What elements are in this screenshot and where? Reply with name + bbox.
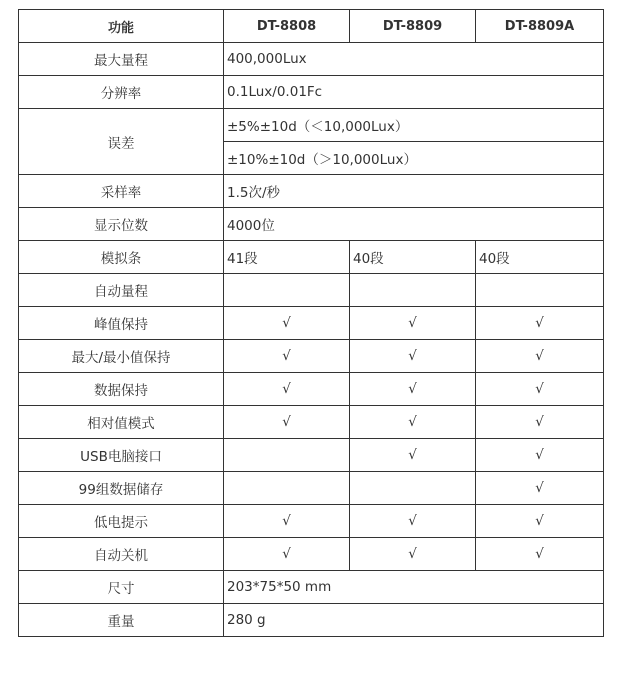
cell-dt-8808: √ (224, 373, 350, 406)
table-row (19, 241, 604, 274)
row-label: 尺寸 (19, 571, 224, 604)
table-row (19, 505, 604, 538)
table-row (19, 340, 604, 373)
table-row (19, 439, 604, 472)
cell-dt-8809a: 40段 (476, 241, 604, 274)
table-row (19, 208, 604, 241)
row-value: 1.5次/秒 (224, 175, 604, 208)
row-label: 相对值模式 (19, 406, 224, 439)
spec-table (18, 9, 604, 637)
cell-dt-8809: √ (350, 340, 476, 373)
header-feature: 功能 (19, 10, 224, 43)
cell-dt-8809a: √ (476, 439, 604, 472)
cell-dt-8809a: √ (476, 472, 604, 505)
cell-dt-8809a: √ (476, 538, 604, 571)
table-row (19, 307, 604, 340)
table-row (19, 76, 604, 109)
cell-dt-8809a: √ (476, 340, 604, 373)
cell-dt-8809 (350, 274, 476, 307)
table-row (19, 274, 604, 307)
row-value: ±10%±10d（＞10,000Lux） (224, 142, 604, 175)
cell-dt-8809: √ (350, 373, 476, 406)
row-value: 280 g (224, 604, 604, 637)
row-label: 峰值保持 (19, 307, 224, 340)
cell-dt-8809: 40段 (350, 241, 476, 274)
cell-dt-8808: 41段 (224, 241, 350, 274)
table-row (19, 571, 604, 604)
cell-dt-8808: √ (224, 406, 350, 439)
cell-dt-8808 (224, 472, 350, 505)
cell-dt-8809: √ (350, 406, 476, 439)
cell-dt-8808: √ (224, 505, 350, 538)
cell-dt-8809a (476, 274, 604, 307)
cell-dt-8808: √ (224, 340, 350, 373)
row-label: 最大量程 (19, 43, 224, 76)
table-row (19, 175, 604, 208)
row-value: 203*75*50 mm (224, 571, 604, 604)
row-label: 低电提示 (19, 505, 224, 538)
row-value: 400,000Lux (224, 43, 604, 76)
row-label: 模拟条 (19, 241, 224, 274)
header-dt-8809: DT-8809 (350, 10, 476, 43)
cell-dt-8808: √ (224, 538, 350, 571)
row-value: 0.1Lux/0.01Fc (224, 76, 604, 109)
table-row (19, 472, 604, 505)
row-label: 99组数据储存 (19, 472, 224, 505)
cell-dt-8808 (224, 439, 350, 472)
row-label: 采样率 (19, 175, 224, 208)
cell-dt-8808 (224, 274, 350, 307)
row-label: 误差 (19, 109, 224, 175)
row-value: ±5%±10d（＜10,000Lux） (224, 109, 604, 142)
row-value: 4000位 (224, 208, 604, 241)
cell-dt-8809: √ (350, 439, 476, 472)
cell-dt-8809a: √ (476, 406, 604, 439)
table-row (19, 538, 604, 571)
table-row (19, 604, 604, 637)
row-label: 数据保持 (19, 373, 224, 406)
cell-dt-8809: √ (350, 505, 476, 538)
table-row (19, 406, 604, 439)
cell-dt-8808: √ (224, 307, 350, 340)
header-dt-8809a: DT-8809A (476, 10, 604, 43)
cell-dt-8809a: √ (476, 505, 604, 538)
cell-dt-8809: √ (350, 307, 476, 340)
header-dt-8808: DT-8808 (224, 10, 350, 43)
row-label: 最大/最小值保持 (19, 340, 224, 373)
cell-dt-8809: √ (350, 538, 476, 571)
table-row (19, 43, 604, 76)
header-row (19, 10, 604, 43)
row-label: 自动量程 (19, 274, 224, 307)
row-label: 分辨率 (19, 76, 224, 109)
cell-dt-8809 (350, 472, 476, 505)
row-label: 显示位数 (19, 208, 224, 241)
cell-dt-8809a: √ (476, 373, 604, 406)
row-label: 重量 (19, 604, 224, 637)
row-label: 自动关机 (19, 538, 224, 571)
table-row (19, 373, 604, 406)
row-label: USB电脑接口 (19, 439, 224, 472)
cell-dt-8809a: √ (476, 307, 604, 340)
table-row (19, 109, 604, 142)
